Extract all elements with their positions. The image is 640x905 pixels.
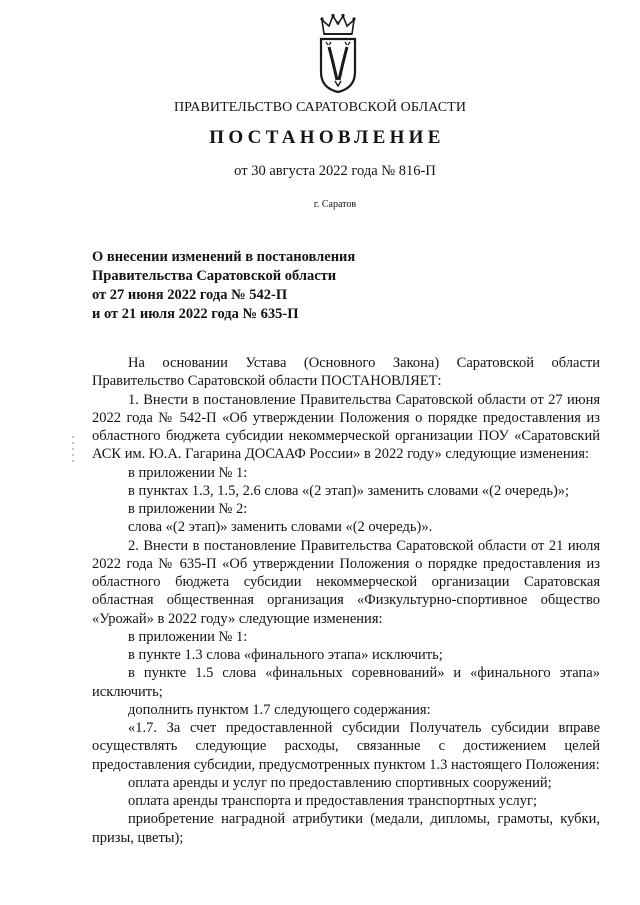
- body-paragraph: оплата аренды транспорта и предоставления транспортных услуг;: [128, 793, 538, 809]
- document-type-title: ПОСТАНОВЛЕНИЕ: [209, 127, 445, 148]
- subject-line: Правительства Саратовской области: [92, 268, 337, 284]
- document-date-number: от 30 августа 2022 года № 816-П: [234, 163, 436, 179]
- body-paragraph: в пунктах 1.3, 1.5, 2.6 слова «(2 этап)» заменить словами «(2 очередь)»;: [128, 482, 570, 499]
- body-paragraph: оплата аренды и услуг по предоставлению спортивных сооружений;: [128, 774, 552, 791]
- document-body: [92, 354, 600, 847]
- organization-title: ПРАВИТЕЛЬСТВО САРАТОВСКОЙ ОБЛАСТИ: [173, 100, 467, 115]
- document-city: г. Саратов: [313, 199, 357, 210]
- body-paragraph: в приложении № 1:: [128, 464, 248, 481]
- body-paragraph: в приложении № 1:: [128, 628, 248, 645]
- body-paragraph: в приложении № 2:: [128, 501, 248, 517]
- body-paragraph: дополнить пунктом 1.7 следующего содержания:: [128, 701, 431, 718]
- body-paragraph: «1.7. За счет предоставленной субсидии Получатель субсидии вправе осуществлять следующие расходы, связанные с достижением целей предоставления субсидии, предусмотренных пунктом 1.3 настоящего Положения:: [92, 720, 600, 773]
- body-paragraph: в пункте 1.5 слова «финальных соревнований» и «финального этапа» исключить;: [92, 665, 600, 700]
- body-paragraph: приобретение наградной атрибутики (медали, дипломы, грамоты, кубки, призы, цветы);: [92, 811, 600, 846]
- body-paragraph: слова «(2 этап)» заменить словами «(2 очередь)».: [128, 519, 433, 536]
- subject-line: О внесении изменений в постановления: [92, 249, 356, 265]
- document-subject: [92, 248, 452, 324]
- body-paragraph: в пункте 1.3 слова «финального этапа» исключить;: [128, 647, 443, 663]
- body-paragraph: 1. Внести в постановление Правительства Саратовской области от 27 июня 2022 года № 542-П «Об утверждении Положения о порядке предоставления из областного бюджета субсидии некоммерческой организации ПОУ «Саратовский АСК им. Ю.А. Гагарина ДОСААФ России» в 2022 году» следующие изменения:: [92, 391, 600, 463]
- subject-line: и от 21 июля 2022 года № 635-П: [92, 306, 299, 322]
- body-paragraph: 2. Внести в постановление Правительства Саратовской области от 21 июля 2022 года № 635-П «Об утверждении Положения о порядке предоставления из областного бюджета субсидии некоммерческой организации Саратовская областная общественная организация «Физкультурно-спортивное общество «Урожай» в 2022 году» следующие изменения:: [92, 537, 600, 627]
- body-paragraph: На основании Устава (Основного Закона) Саратовской области Правительство Саратовской области ПОСТАНОВЛЯЕТ:: [92, 355, 600, 390]
- coat-of-arms-icon: [316, 12, 360, 94]
- margin-scan-mark: [71, 434, 75, 464]
- subject-line: от 27 июня 2022 года № 542-П: [92, 287, 288, 303]
